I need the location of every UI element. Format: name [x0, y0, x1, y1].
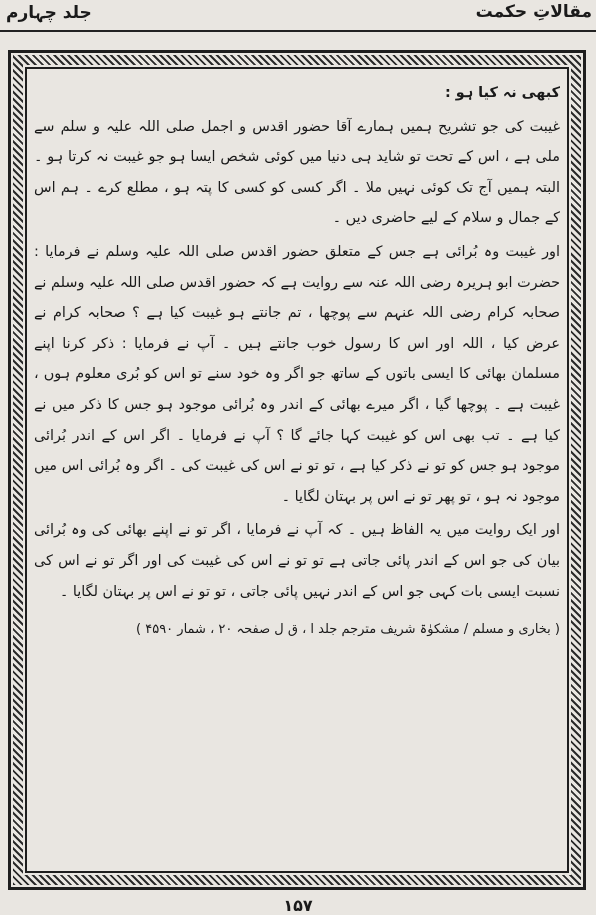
- volume-label: جلد چہارم: [6, 3, 92, 23]
- book-title: مقالاتِ حکمت: [475, 2, 592, 22]
- header-rule: [0, 30, 596, 32]
- paragraph-intro: کبھی نہ کیا ہو :: [444, 85, 560, 101]
- body-text: [34, 78, 560, 863]
- page-number: ۱۵۷: [283, 896, 313, 915]
- paragraph-second-narration: اور ایک روایت میں یہ الفاظ ہیں ۔ کہ آپ نے فرمایا ، اگر تو نے اپنے بھائی کی وہ بُرائی بیان کی جو اس کے اندر پائی جاتی ہے تو تو نے اس کی غیبت کی اور اگر تو نے اس کی نسبت ایسی بات کہی جو اس کے اندر نہیں پائی جاتی ، تو تو نے اس پر بہتان لگایا ۔: [34, 522, 560, 600]
- paragraph-ghibat-explanation: غیبت کی جو تشریح ہمیں ہمارے آقا حضور اقدس و اجمل صلی اللہ علیہ و سلم سے ملی ہے ، اس کے تحت تو شاید ہی دنیا میں کوئی شخص ایسا ہو جو غیبت نہ کرتا ہو ۔ البتہ ہمیں آج تک کوئی نہیں ملا ۔ اگر کسی کو کسی کا پتہ ہو ، مطلع کرے ۔ ہم اس کے جمال و سلام کے لیے حاضری دیں ۔: [34, 118, 560, 227]
- reference-citation: ( بخاری و مسلم / مشکوٰۃ شریف مترجم جلد ا ، ق ل صفحہ ۲۰ ، شمار ۴۵۹۰ ): [136, 622, 560, 638]
- paragraph-hadith-abu-hurairah: اور غیبت وہ بُرائی ہے جس کے متعلق حضور اقدس صلی اللہ علیہ وسلم نے فرمایا : حضرت ابو ہریرہ رضی اللہ عنہ سے روایت ہے کہ حضور اقدس صلی اللہ علیہ وسلم نے صحابہ کرام رضی اللہ عنہم سے پوچھا ، تم جانتے ہو غیبت کیا ہے ؟ صحابہ کرام نے عرض کیا ، اللہ اور اس کا رسول خوب جانتے ہیں ۔ آپ نے فرمایا : ذکر کرنا اپنے مسلمان بھائی کا ایسی باتوں کے ساتھ جو اگر وہ خود سنے تو اس کو بُری معلوم ہوں ، غیبت ہے ۔ پوچھا گیا ، اگر میرے بھائی کے اندر وہ بُرائی موجود ہو جس کا ذکر میں نے کیا ہے ۔ تب بھی اس کو غیبت کہا جائے گا ؟ آپ نے فرمایا ۔ اگر اس کے اندر بُرائی موجود ہو جس کو تو نے ذکر کیا ہے ، تو تو نے اس کی غیبت کی ۔ اگر وہ بُرائی اس میں موجود نہ ہو ، تو پھر تو نے اس پر بہتان لگایا ۔: [34, 243, 560, 505]
